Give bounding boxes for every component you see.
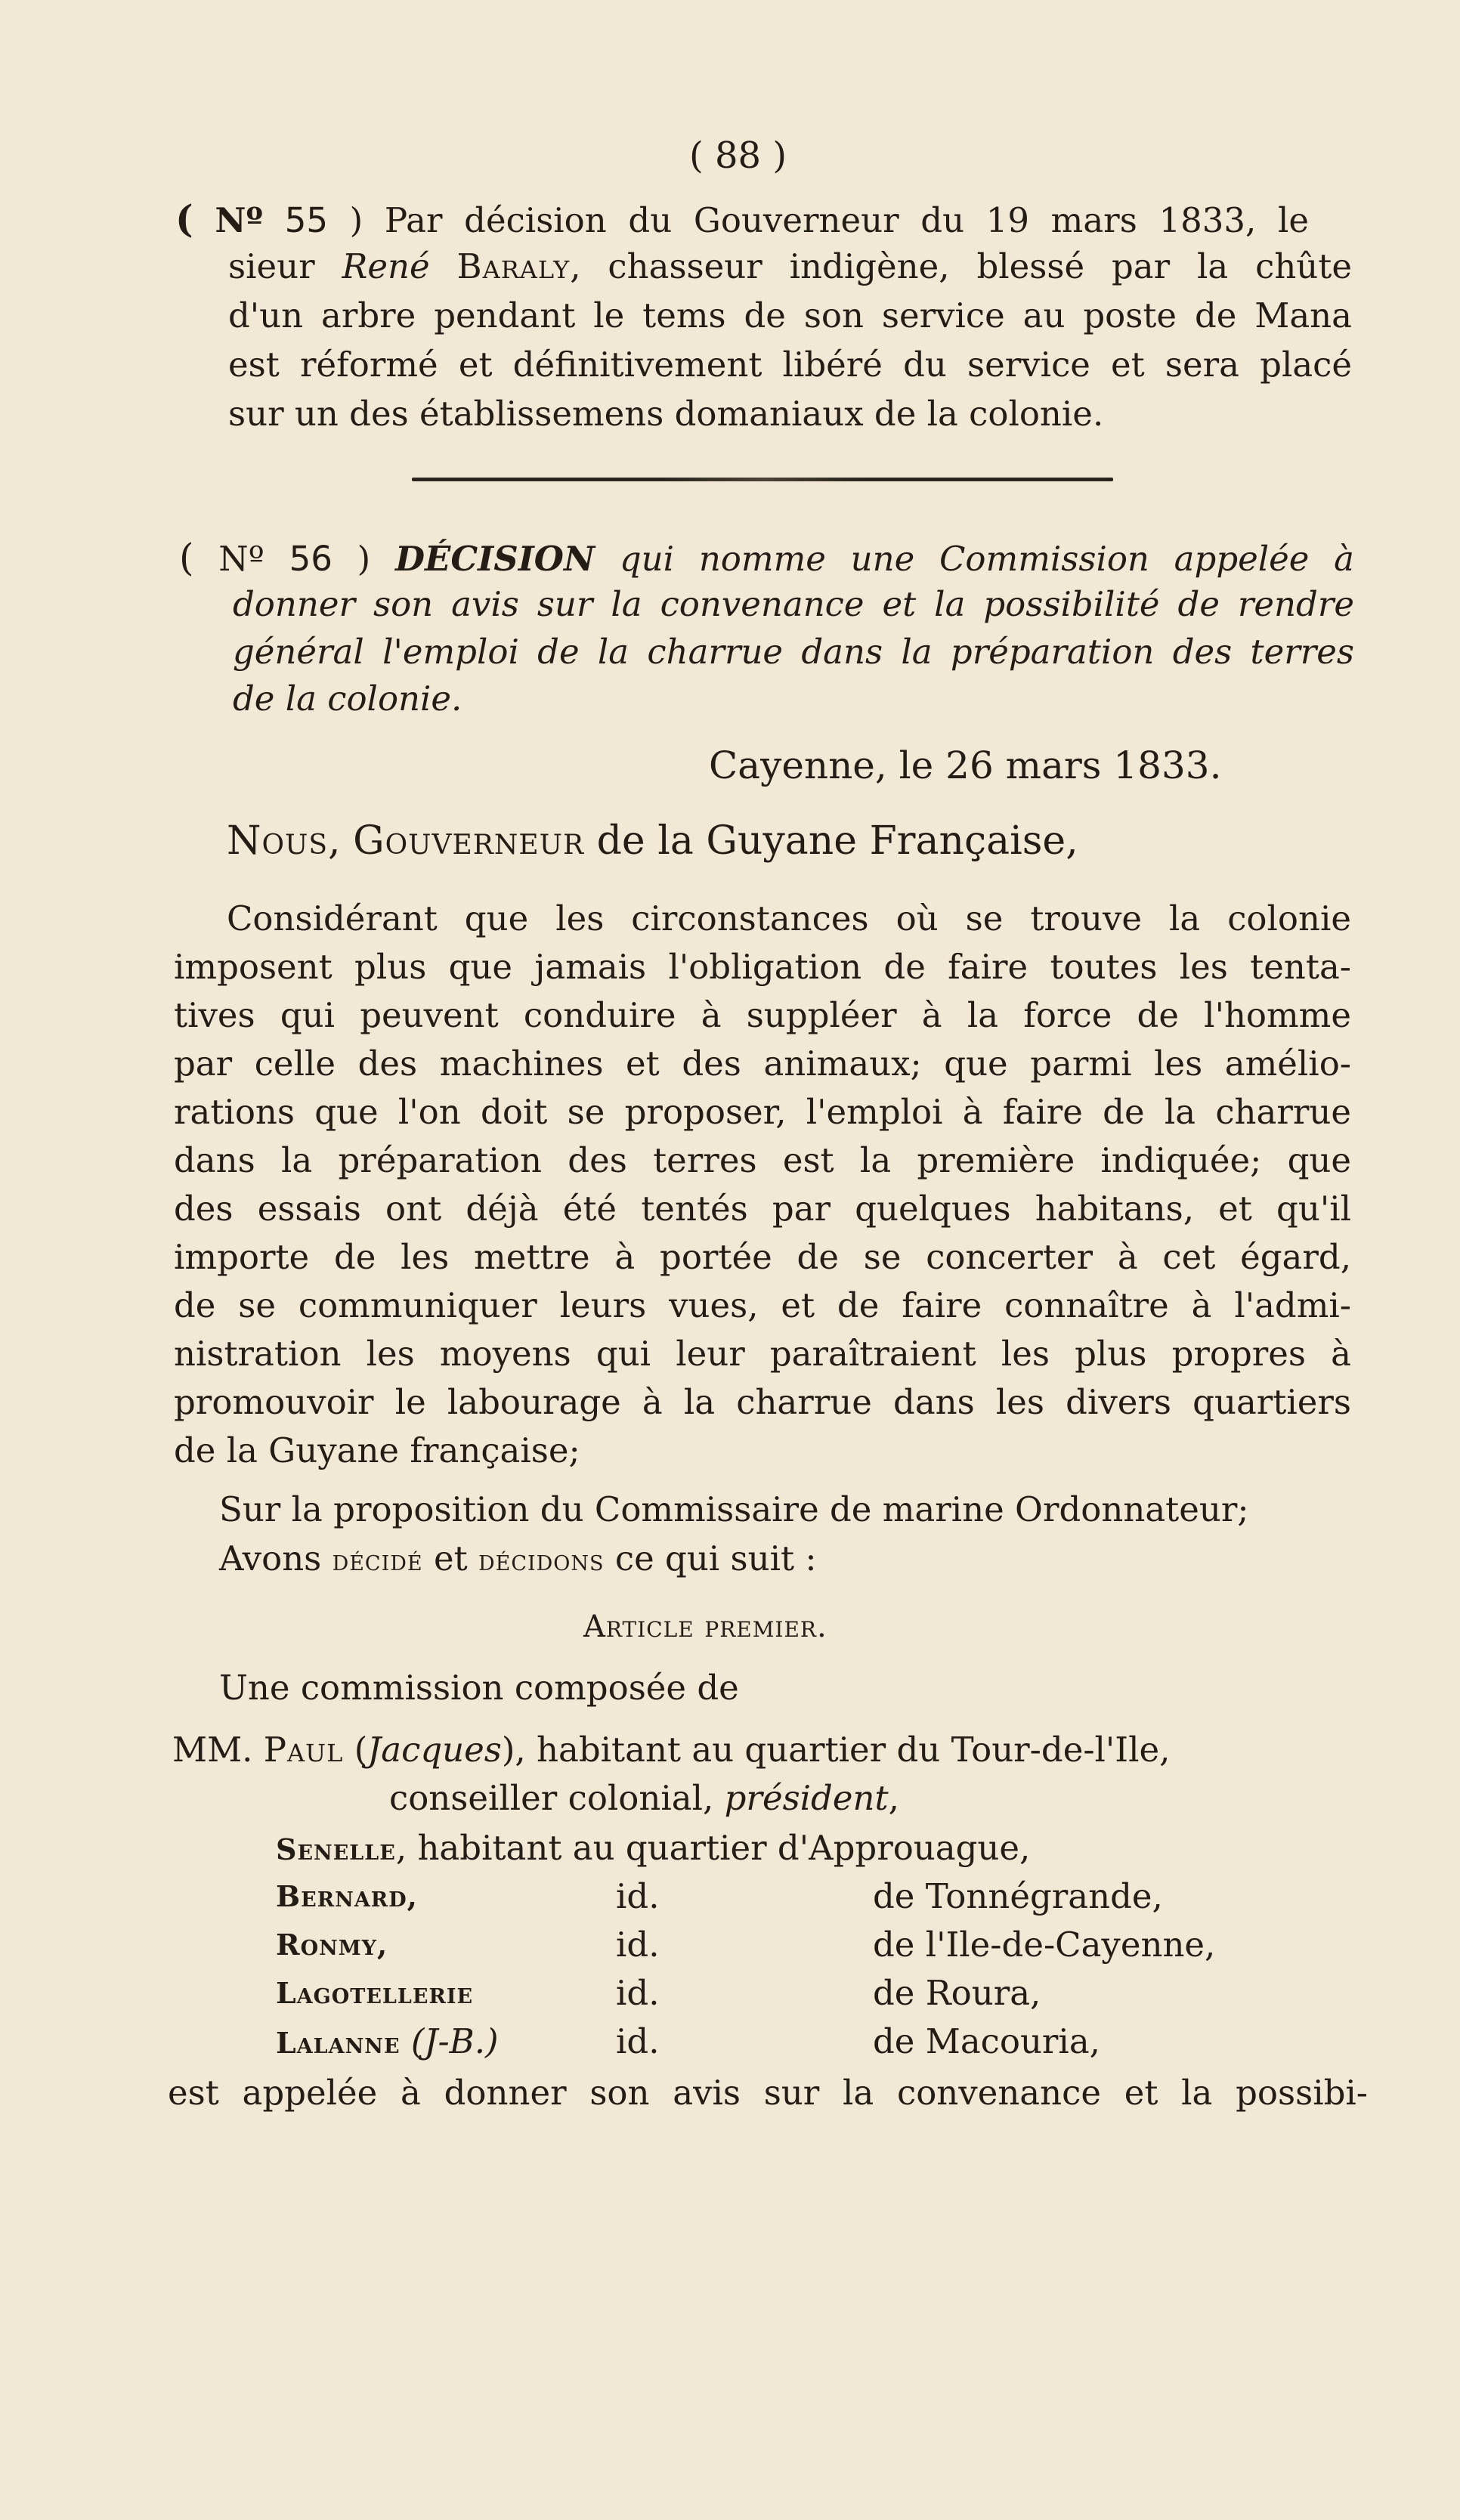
- entry-56-heading-rest: qui nomme une Commission appelée à: [619, 539, 1355, 579]
- entry-55-first-text: Par décision du Gouverneur du 19 mars 1833, le: [384, 200, 1309, 240]
- commission-intro: Une commission composée de: [219, 1668, 739, 1708]
- nous-rest: de la Guyane Française,: [596, 818, 1078, 864]
- considerant-line-11: promouvoir le labourage à la charrue dans les divers quartiers: [174, 1382, 1351, 1422]
- mm-label: MM.: [172, 1730, 253, 1770]
- considerant-line-8: importe de les mettre à portée de se concerter à cet égard,: [174, 1237, 1351, 1277]
- entry-55-open-paren: (: [175, 196, 193, 241]
- member-place: de l'Ile-de-Cayenne,: [873, 1925, 1216, 1965]
- entry-55-surname: Baraly: [456, 246, 571, 286]
- avons-decide-line: Avons décidé et décidons ce qui suit :: [219, 1538, 817, 1578]
- member-name: Lagotellerie: [276, 1976, 474, 2010]
- entry-56-number: 56: [289, 539, 333, 579]
- considerant-line-6: dans la préparation des terres est la première indiquée; que: [174, 1140, 1351, 1180]
- member-name: Bernard,: [276, 1879, 418, 1913]
- entry-55-close-paren: ): [349, 200, 363, 240]
- member-idem: id.: [616, 1876, 660, 1916]
- entry-55-line-3: d'un arbre pendant le tems de son service au poste de Mana: [228, 295, 1352, 335]
- member-paul-line: MM. Paul (Jacques), habitant au quartier du Tour-de-l'Ile,: [172, 1730, 1171, 1770]
- president-label: président: [724, 1778, 889, 1818]
- closing-line: est appelée à donner son avis sur la convenance et la possibi-: [168, 2073, 1368, 2113]
- member-paul-given: Jacques: [367, 1730, 502, 1770]
- place-date: Cayenne, le 26 mars 1833.: [709, 744, 1222, 787]
- entry-55-given-name: René: [342, 246, 430, 286]
- member-name: Lalanne: [276, 2026, 401, 2060]
- entry-55-no: Nº: [215, 200, 263, 240]
- considerant-line-9: de se communiquer leurs vues, et de faire connaître à l'admi-: [174, 1285, 1351, 1325]
- considerant-line-10: nistration les moyens qui leur paraîtraient les plus propres à: [174, 1334, 1351, 1374]
- page-number: ( 88 ): [689, 135, 787, 177]
- member-paul-role: conseiller colonial, président,: [389, 1778, 899, 1818]
- member-senelle-name: Senelle: [276, 1832, 396, 1866]
- member-name: Ronmy,: [276, 1928, 388, 1962]
- member-name-paren: (J-B.): [410, 2021, 499, 2061]
- entry-56-heading-line-4: de la colonie.: [233, 679, 462, 719]
- nous-word: Nous: [227, 818, 329, 864]
- member-paul-name: Paul: [263, 1730, 344, 1770]
- member-lalanne: [276, 2021, 499, 2063]
- nous-gouverneur-line: Nous, Gouverneur de la Guyane Française,: [227, 818, 1078, 864]
- entry-56-heading-line-1: [179, 536, 1354, 579]
- considerant-line-3: tives qui peuvent conduire à suppléer à la force de l'homme: [174, 995, 1351, 1035]
- entry-55-line-5: sur un des établissemens domaniaux de la colonie.: [228, 394, 1104, 434]
- member-idem: id.: [616, 1973, 660, 2013]
- entry-56-no: Nº: [218, 539, 264, 579]
- member-idem: id.: [616, 1925, 660, 1965]
- entry-55-line-2: sieur René Baraly, chasseur indigène, blessé par la chûte: [228, 246, 1352, 286]
- entry-55-first-line: [175, 198, 1309, 240]
- entry-55-line-4: est réformé et définitivement libéré du service et sera placé: [228, 345, 1352, 385]
- considerant-line-7: des essais ont déjà été tentés par quelques habitans, et qu'il: [174, 1189, 1351, 1229]
- gouverneur-word: Gouverneur: [353, 818, 585, 864]
- entry-55-number: 55: [284, 200, 328, 240]
- proposition-line: Sur la proposition du Commissaire de marine Ordonnateur;: [219, 1489, 1249, 1529]
- entry-56-open-paren: (: [179, 536, 194, 580]
- section-divider: [412, 478, 1113, 481]
- member-place: de Tonnégrande,: [873, 1876, 1163, 1916]
- member-senelle-line: Senelle, habitant au quartier d'Approuague,: [276, 1828, 1031, 1868]
- considerant-line-12: de la Guyane française;: [174, 1430, 580, 1470]
- entry-56-decision-title: DÉCISION: [395, 539, 595, 579]
- article-heading: Article premier.: [583, 1609, 827, 1644]
- member-idem: id.: [616, 2021, 660, 2061]
- member-place: de Macouria,: [873, 2021, 1100, 2061]
- member-place: de Roura,: [873, 1973, 1041, 2013]
- considerant-line-4: par celle des machines et des animaux; que parmi les amélio-: [174, 1044, 1351, 1084]
- considerant-line-2: imposent plus que jamais l'obligation de faire toutes les tenta-: [174, 947, 1351, 987]
- considerant-line-5: rations que l'on doit se proposer, l'emploi à faire de la charrue: [174, 1092, 1351, 1132]
- entry-56-heading-line-3: général l'emploi de la charrue dans la préparation des terres: [233, 632, 1354, 672]
- entry-56-close-paren: ): [357, 539, 371, 579]
- entry-56-heading-line-2: donner son avis sur la convenance et la possibilité de rendre: [233, 584, 1354, 624]
- considerant-line-1: Considérant que les circonstances où se trouve la colonie: [227, 898, 1351, 938]
